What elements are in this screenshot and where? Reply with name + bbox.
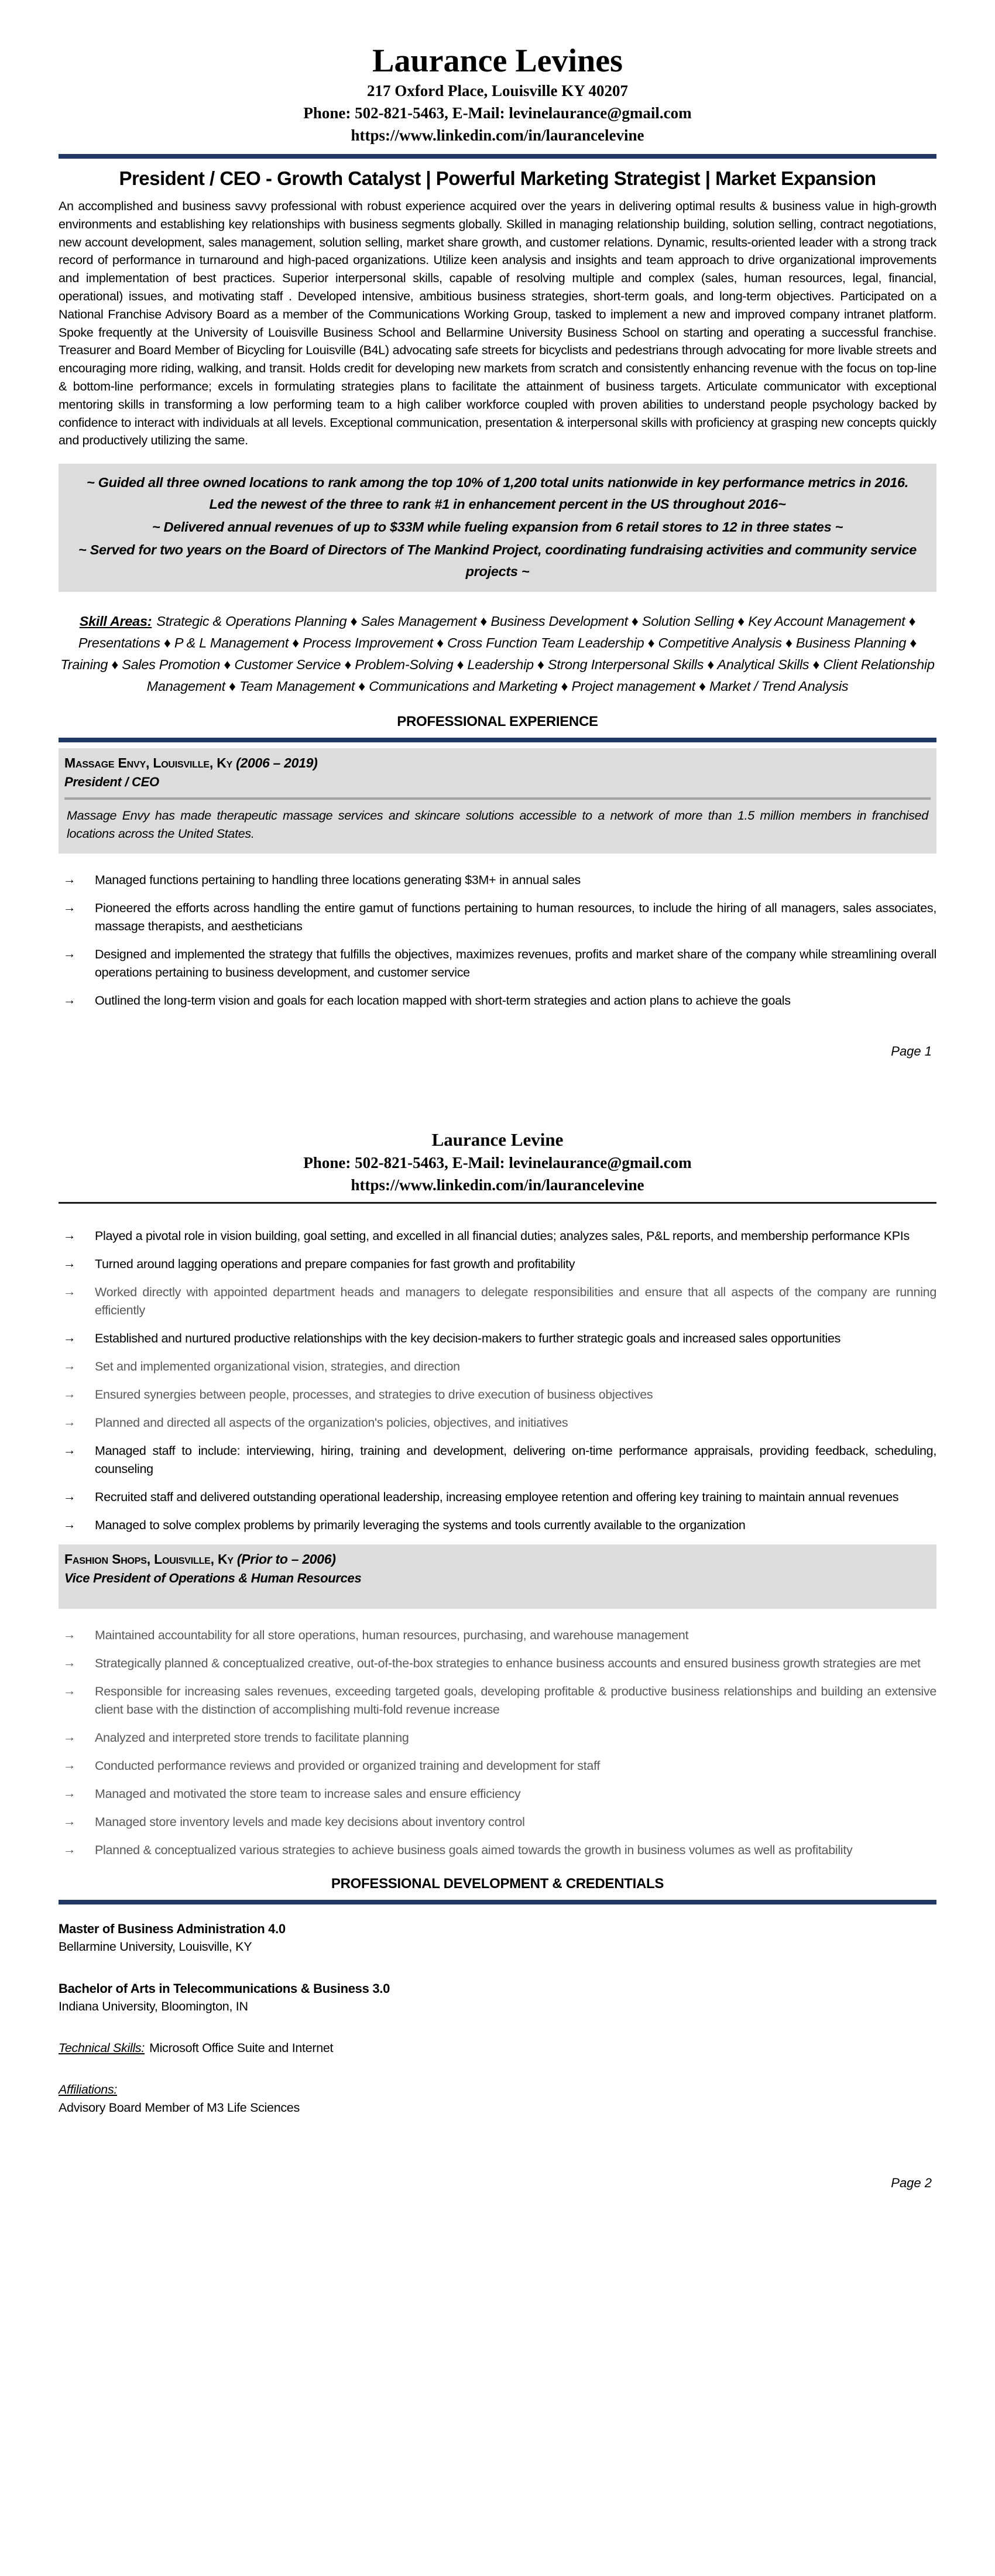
- arrow-bullet-icon: →: [63, 1786, 76, 1801]
- arrow-bullet-icon: →: [63, 1228, 76, 1243]
- bullet-text: Established and nurtured productive relationships with the key decision-makers to further strategic goals and increased sales opportunities: [95, 1331, 841, 1346]
- bullet-text: Managed store inventory levels and made key decisions about inventory control: [95, 1815, 525, 1830]
- section-divider: [59, 1900, 936, 1904]
- arrow-bullet-icon: →: [63, 1730, 76, 1745]
- bullet-item: [59, 1813, 936, 1831]
- bullet-item: [59, 899, 936, 936]
- job-company: Massage Envy, Louisville, Ky: [64, 755, 233, 771]
- bullet-item: [59, 1516, 936, 1534]
- job-company: Fashion Shops, Louisville, Ky: [64, 1551, 234, 1567]
- technical-skills-value: Microsoft Office Suite and Internet: [149, 2041, 334, 2056]
- bullet-text: Strategically planned & conceptualized creative, out-of-the-box strategies to enhance business accounts and ensured business growth strategies are met: [95, 1656, 921, 1671]
- highlight-item: ~ Guided all three owned locations to rank among the top 10% of 1,200 total units nationwide in key performance metrics in 2016. Led the newest of the three to rank #1 in enhancement percent in the US throughout 2016~: [87, 475, 908, 512]
- bullet-text: Managed staff to include: interviewing, hiring, training and development, delivering on-time performance appraisals, providing feedback, scheduling, counseling: [95, 1444, 936, 1477]
- bullet-text: Designed and implemented the strategy that fulfills the objectives, maximizes revenues, profits and market share of the company while streamlining overall operations pertaining to business development, and customer service: [95, 947, 936, 980]
- job-header-massage-envy: [59, 748, 936, 854]
- job-company-line: [64, 753, 931, 773]
- arrow-bullet-icon: →: [63, 1443, 76, 1458]
- resume-page-2: [59, 1059, 936, 2191]
- bullet-text: Turned around lagging operations and prepare companies for fast growth and profitability: [95, 1257, 575, 1272]
- credential-mba: [59, 1920, 936, 1956]
- bullet-item: [59, 1227, 936, 1245]
- bullet-item: [59, 1442, 936, 1478]
- job-title: President / CEO: [64, 775, 159, 790]
- arrow-bullet-icon: →: [63, 872, 76, 887]
- bullet-text: Managed to solve complex problems by primarily leveraging the systems and tools currently available to the organization: [95, 1518, 746, 1533]
- page-number: Page 1: [891, 1044, 932, 1059]
- candidate-name: Laurance Levines: [372, 43, 623, 79]
- bullet-text: Responsible for increasing sales revenues, exceeding targeted goals, developing profitable & productive business relationships and building an extensive client base with the distinction of accomplishing multi-fold revenue increase: [95, 1684, 936, 1717]
- bullet-item: [59, 1283, 936, 1320]
- page-number: Page 2: [891, 2176, 932, 2191]
- skill-areas-list: Strategic & Operations Planning ♦ Sales Management ♦ Business Development ♦ Solution Selling ♦ Key Account Management ♦ Presentations ♦ P & L Management ♦ Process Improvement ♦ Cross Function Team Leadership ♦ Competitive Analysis ♦ Business Planning ♦ Training ♦ Sales Promotion ♦ Customer Service ♦ Problem-Solving ♦ Leadership ♦ Strong Interpersonal Skills ♦ Analytical Skills ♦ Client Relationship Management ♦ Team Management ♦ Communications and Marketing ♦ Project management ♦ Market / Trend Analysis: [60, 614, 935, 694]
- address-line: 217 Oxford Place, Louisville KY 40207: [367, 82, 628, 100]
- linkedin-url: https://www.linkedin.com/in/laurancelevine: [351, 1176, 644, 1194]
- section-heading-experience: PROFESSIONAL EXPERIENCE: [397, 714, 598, 730]
- arrow-bullet-icon: →: [63, 1284, 76, 1299]
- bullet-item: [59, 1358, 936, 1376]
- arrow-bullet-icon: →: [63, 1489, 76, 1504]
- highlight-item: ~ Served for two years on the Board of Directors of The Mankind Project, coordinating fundraising activities and community service projects ~: [78, 542, 917, 580]
- bullet-item: [59, 1683, 936, 1719]
- bullet-item: [59, 1757, 936, 1775]
- bullet-text: Outlined the long-term vision and goals for each location mapped with short-term strategies and action plans to achieve the goals: [95, 994, 791, 1008]
- section-divider: [59, 738, 936, 742]
- arrow-bullet-icon: →: [63, 1842, 76, 1857]
- bullet-text: Worked directly with appointed department heads and managers to delegate responsibilities and ensure that all aspects of the company are running efficiently: [95, 1285, 936, 1318]
- skill-areas-label: Skill Areas:: [79, 614, 152, 629]
- bullet-item: [59, 1841, 936, 1859]
- phone-email-line: Phone: 502-821-5463, E-Mail: levinelaurance@gmail.com: [303, 104, 692, 122]
- skill-areas: [59, 611, 936, 697]
- arrow-bullet-icon: →: [63, 1684, 76, 1698]
- arrow-bullet-icon: →: [63, 1517, 76, 1532]
- affiliations-label: Affiliations:: [59, 2082, 118, 2097]
- bullet-item: [59, 946, 936, 982]
- arrow-bullet-icon: →: [63, 1656, 76, 1670]
- bullet-text: Conducted performance reviews and provided or organized training and development for staff: [95, 1759, 600, 1773]
- candidate-name: Laurance Levine: [431, 1129, 564, 1150]
- arrow-bullet-icon: →: [63, 1331, 76, 1345]
- bullet-text: Pioneered the efforts across handling the entire gamut of functions pertaining to human resources, to include the hiring of all managers, sales associates, massage therapists, and aestheticians: [95, 901, 936, 934]
- technical-skills-line: [59, 2039, 936, 2057]
- header-divider: [59, 1202, 936, 1204]
- arrow-bullet-icon: →: [63, 947, 76, 961]
- arrow-bullet-icon: →: [63, 1387, 76, 1402]
- bullet-item: [59, 1488, 936, 1506]
- degree-school: Indiana University, Bloomington, IN: [59, 1999, 248, 2014]
- highlights-box: [59, 464, 936, 592]
- bullet-item: [59, 1255, 936, 1273]
- resume-page-1: [59, 0, 936, 1059]
- job-title: Vice President of Operations & Human Resources: [64, 1571, 362, 1586]
- bullet-item: [59, 1785, 936, 1803]
- arrow-bullet-icon: →: [63, 1256, 76, 1271]
- degree-title: Bachelor of Arts in Telecommunications & Business 3.0: [59, 1981, 390, 1996]
- massage-envy-bullets-p2: [59, 1227, 936, 1534]
- bullet-text: Planned & conceptualized various strategies to achieve business goals aimed towards the growth in business volumes as well as profitability: [95, 1843, 853, 1858]
- job-dates: (Prior to – 2006): [236, 1551, 336, 1567]
- massage-envy-bullets-p1: [59, 871, 936, 1010]
- arrow-bullet-icon: →: [63, 1758, 76, 1773]
- bullet-text: Managed functions pertaining to handling three locations generating $3M+ in annual sales: [95, 873, 581, 888]
- bullet-item: [59, 1729, 936, 1747]
- bullet-item: [59, 992, 936, 1010]
- bullet-item: [59, 1386, 936, 1404]
- arrow-bullet-icon: →: [63, 1359, 76, 1373]
- highlight-item: ~ Delivered annual revenues of up to $33M while fueling expansion from 6 retail stores to 12 in three states ~: [152, 519, 843, 535]
- job-blurb: Massage Envy has made therapeutic massage services and skincare solutions accessible to a network of more than 1.5 million members in franchised locations across the United States.: [67, 809, 928, 841]
- phone-email-line: Phone: 502-821-5463, E-Mail: levinelaurance@gmail.com: [303, 1154, 692, 1172]
- arrow-bullet-icon: →: [63, 1814, 76, 1829]
- bullet-item: [59, 1414, 936, 1432]
- technical-skills-label: Technical Skills:: [59, 2041, 145, 2056]
- arrow-bullet-icon: →: [63, 1628, 76, 1642]
- bullet-text: Played a pivotal role in vision building, goal setting, and excelled in all financial duties; analyzes sales, P&L reports, and membership performance KPIs: [95, 1229, 910, 1244]
- job-dates: (2006 – 2019): [236, 755, 318, 771]
- summary-paragraph: An accomplished and business savvy professional with robust experience acquired over the years in delivering optimal results & business value in high-growth environments and establishing key relationships with business segments globally. Skilled in managing relationship building, solution selling, contract negotiations, new account development, sales management, solution selling, market share growth, and customer relations. Dynamic, results-oriented leader with a strong track record of performance in turnaround and high-paced organizations. Utilize keen analysis and insights and team approach to drive organizational improvements and implementation of best practices. Superior interpersonal skills, capable of resolving multiple and complex (sales, human resources, legal, financial, operational) issues, and motivating staff . Developed intensive, ambitious business strategies, short-term goals, and long-term objectives. Participated on a National Franchise Advisory Board as a member of the Communications Working Group, tasked to implement a new and improved company intranet platform. Spoke frequently at the University of Louisville Business School and Bellarmine University Business School on starting and operating a successful franchise. Treasurer and Board Member of Bicycling for Louisville (B4L) advocating safe streets for bicyclists and pedestrians through advocating for more livable streets and encouraging more riding, walking, and transit. Holds credit for developing new markets from scratch and consistently enhancing revenue with the focus on top-line & bottom-line performance; excels in formulating strategies plans to facilitate the attainment of business targets. Articulate communicator with exceptional mentoring skills in transforming a low performing team to a high caliber workforce coupled with proven abilities to understand people psychology backed by confidence to interact with individuals at all levels. Exceptional communication, presentation & interpersonal skills with proficiency at grasping new concepts quickly and productively utilizing the same.: [59, 199, 936, 448]
- job-header-fashion-shops: [59, 1544, 936, 1609]
- header-divider: [59, 154, 936, 159]
- arrow-bullet-icon: →: [63, 900, 76, 915]
- degree-title: Master of Business Administration 4.0: [59, 1921, 286, 1937]
- bullet-item: [59, 1654, 936, 1673]
- affiliations-label-line: [59, 2081, 936, 2099]
- linkedin-url: https://www.linkedin.com/in/laurancelevine: [351, 126, 644, 144]
- section-heading-credentials: PROFESSIONAL DEVELOPMENT & CREDENTIALS: [331, 1876, 664, 1892]
- bullet-text: Recruited staff and delivered outstanding operational leadership, increasing employee retention and offering key training to maintain annual revenues: [95, 1490, 899, 1505]
- fashion-shops-bullets: [59, 1626, 936, 1859]
- job-company-line: [64, 1549, 931, 1569]
- credential-ba: [59, 1979, 936, 2016]
- bullet-item: [59, 1330, 936, 1348]
- bullet-text: Maintained accountability for all store operations, human resources, purchasing, and warehouse management: [95, 1628, 689, 1643]
- arrow-bullet-icon: →: [63, 993, 76, 1008]
- affiliations-value: Advisory Board Member of M3 Life Sciences: [59, 2101, 300, 2115]
- bullet-text: Ensured synergies between people, processes, and strategies to drive execution of business objectives: [95, 1388, 653, 1402]
- bullet-item: [59, 871, 936, 889]
- bullet-item: [59, 1626, 936, 1645]
- arrow-bullet-icon: →: [63, 1415, 76, 1430]
- bullet-text: Managed and motivated the store team to increase sales and ensure efficiency: [95, 1787, 521, 1801]
- bullet-text: Set and implemented organizational vision, strategies, and direction: [95, 1359, 460, 1374]
- bullet-text: Analyzed and interpreted store trends to facilitate planning: [95, 1731, 409, 1745]
- headline-title: President / CEO - Growth Catalyst | Powerful Marketing Strategist | Market Expansion: [119, 167, 876, 189]
- degree-school: Bellarmine University, Louisville, KY: [59, 1940, 252, 1954]
- bullet-text: Planned and directed all aspects of the organization's policies, objectives, and initiatives: [95, 1416, 568, 1430]
